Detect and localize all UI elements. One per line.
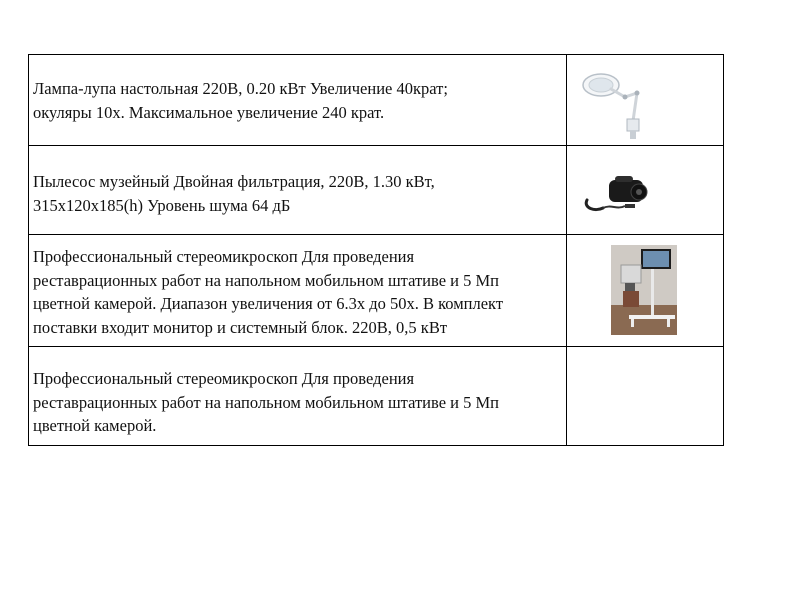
description-line: Пылесос музейный Двойная фильтрация, 220В, 1.30 кВт, [33, 172, 435, 191]
image-cell [567, 235, 724, 347]
description-cell [29, 146, 567, 235]
description-line: Лампа-лупа настольная 220В, 0.20 кВт Увеличение 40крат; [33, 79, 448, 98]
image-cell-empty [567, 347, 724, 446]
description-line: реставрационных работ на напольном мобильном штативе и 5 Мп [33, 270, 499, 290]
description-line: Профессиональный стереомикроскоп Для проведения [33, 369, 415, 388]
magnifier-lamp-icon [575, 63, 655, 143]
description-line: 315х120х185(h) Уровень шума 64 дБ [33, 195, 291, 215]
description-line: цветной камерой. [33, 416, 157, 435]
vacuum-cleaner-icon [581, 170, 657, 216]
image-cell [567, 146, 724, 235]
description-cell [29, 347, 567, 446]
table-row [29, 347, 724, 446]
description-line: поставки входит монитор и системный блок. 220В, 0,5 кВт [33, 317, 448, 337]
stereo-microscope-icon [611, 245, 677, 335]
table-row [29, 146, 724, 235]
description-line: окуляры 10х. Максимальное увеличение 240 крат. [33, 102, 385, 122]
description-cell [29, 55, 567, 146]
description-line: Профессиональный стереомикроскоп Для проведения [33, 247, 415, 266]
table-row [29, 55, 724, 146]
table-row [29, 235, 724, 347]
description-line: цветной камерой. Диапазон увеличения от 6.3х до 50х. В комплект [33, 294, 504, 313]
description-line: реставрационных работ на напольном мобильном штативе и 5 Мп [33, 392, 499, 412]
image-cell [567, 55, 724, 146]
description-cell [29, 235, 567, 347]
equipment-table [28, 54, 724, 446]
